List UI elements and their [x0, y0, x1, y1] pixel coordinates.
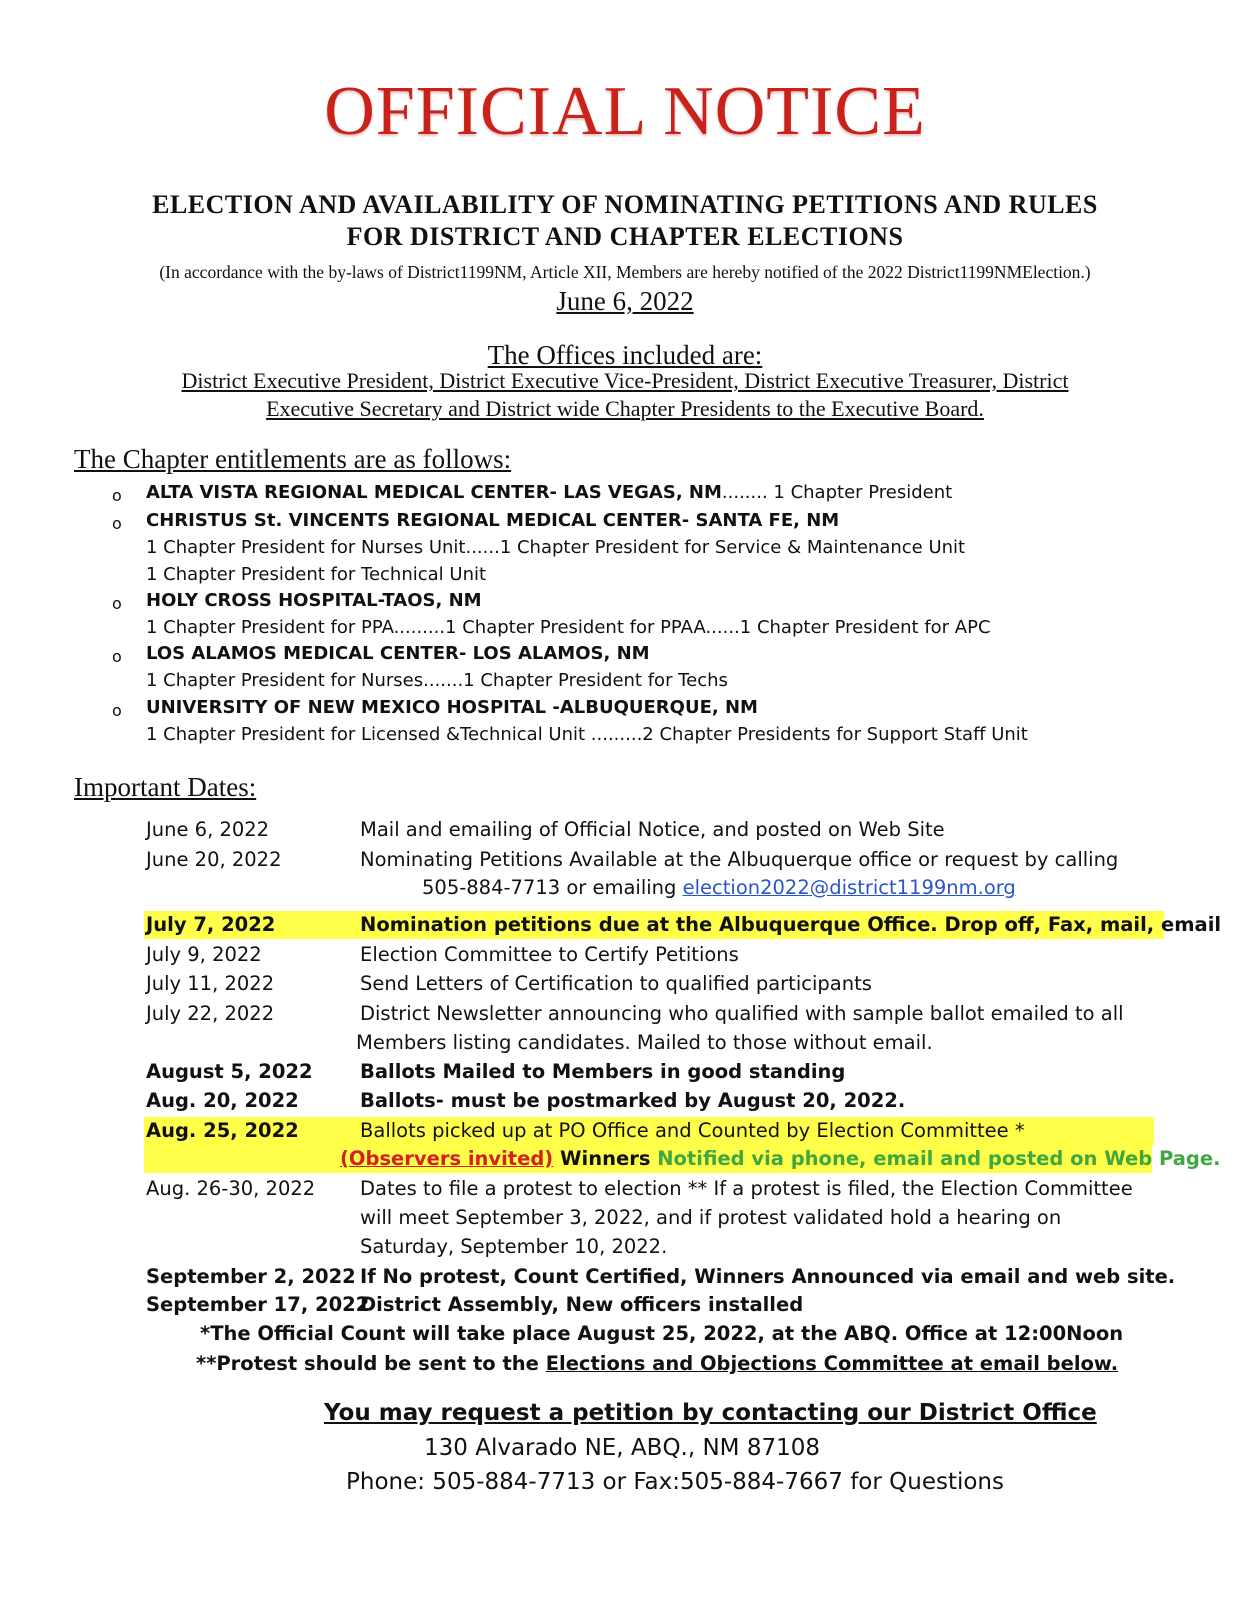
date-description: If No protest, Count Certified, Winners Announced via email and web site.: [360, 1265, 1176, 1288]
bullet: o: [112, 594, 122, 613]
office-phone: Phone: 505-884-7713 or Fax:505-884-7667 for Questions: [346, 1469, 1004, 1495]
hospital-name: HOLY CROSS HOSPITAL-TAOS, NM: [146, 590, 482, 611]
bylaws-note: (In accordance with the by-laws of District1199NM, Article XII, Members are hereby notified of the 2022 District1199NMElection.): [159, 262, 1091, 282]
date-description: District Newsletter announcing who qualified with sample ballot emailed to all: [360, 1002, 1124, 1025]
bullet: o: [112, 647, 122, 666]
election-email-link[interactable]: election2022@district1199nm.org: [682, 876, 1016, 899]
date-description: Ballots- must be postmarked by August 20, 2022.: [360, 1089, 906, 1112]
entitlement-detail: 1 Chapter President for Licensed &Technical Unit .........2 Chapter Presidents for Support Staff Unit: [146, 724, 1028, 745]
notice-date: June 6, 2022: [556, 286, 694, 316]
official-count-note: *The Official Count will take place August 25, 2022, at the ABQ. Office at 12:00Noon: [200, 1322, 1124, 1345]
date-description-continued: Members listing candidates. Mailed to those without email.: [356, 1031, 933, 1054]
entitlement-detail: 1 Chapter President for Technical Unit: [146, 564, 487, 585]
phone-text: 505-884-7713 or emailing: [422, 876, 683, 899]
winners-label: Winners: [553, 1147, 658, 1170]
bullet: o: [112, 701, 122, 720]
date-description-continued: [422, 876, 1016, 899]
date-cell: July 11, 2022: [146, 972, 275, 995]
notice-title: OFFICIAL NOTICE: [324, 73, 926, 150]
heading-line-1: ELECTION AND AVAILABILITY OF NOMINATING PETITIONS AND RULES: [152, 190, 1098, 219]
date-cell: August 5, 2022: [146, 1060, 313, 1083]
date-description: Ballots Mailed to Members in good standing: [360, 1060, 846, 1083]
date-cell: July 9, 2022: [146, 943, 262, 966]
date-description: Dates to file a protest to election ** If a protest is filed, the Election Committee: [360, 1177, 1133, 1200]
entitlement-detail: 1 Chapter President for Nurses.......1 Chapter President for Techs: [146, 670, 728, 691]
date-cell: July 7, 2022: [146, 913, 276, 936]
date-description: Election Committee to Certify Petitions: [360, 943, 739, 966]
dates-heading: Important Dates:: [74, 772, 257, 802]
protest-note: [196, 1352, 1118, 1375]
committee-email-ref: Elections and Objections Committee at email below.: [545, 1352, 1119, 1375]
hospital-name: ALTA VISTA REGIONAL MEDICAL CENTER- LAS VEGAS, NM: [146, 482, 722, 503]
date-description-continued: will meet September 3, 2022, and if protest validated hold a hearing on: [360, 1206, 1062, 1229]
date-cell: June 6, 2022: [146, 818, 270, 841]
observers-invited: (Observers invited): [340, 1147, 554, 1170]
entitlement-detail: 1 Chapter President for Nurses Unit......1 Chapter President for Service & Maintenance Unit: [146, 537, 966, 558]
date-cell: Aug. 26-30, 2022: [146, 1177, 316, 1200]
entitlement-item: [146, 482, 952, 503]
date-description: District Assembly, New officers installed: [360, 1293, 804, 1316]
date-cell: June 20, 2022: [146, 848, 282, 871]
heading-line-2: FOR DISTRICT AND CHAPTER ELECTIONS: [346, 222, 904, 251]
bullet: o: [112, 486, 122, 505]
protest-note-text: **Protest should be sent to the: [196, 1352, 546, 1375]
date-description-continued: Saturday, September 10, 2022.: [360, 1235, 668, 1258]
date-cell: July 22, 2022: [146, 1002, 275, 1025]
entitlement-detail: ........ 1 Chapter President: [721, 482, 953, 503]
date-description: Nominating Petitions Available at the Albuquerque office or request by calling: [360, 848, 1119, 871]
date-description: Nomination petitions due at the Albuquerque Office. Drop off, Fax, mail, email: [360, 913, 1222, 936]
offices-line-2: Executive Secretary and District wide Chapter Presidents to the Executive Board.: [266, 396, 984, 421]
hospital-name: UNIVERSITY OF NEW MEXICO HOSPITAL -ALBUQUERQUE, NM: [146, 697, 758, 718]
offices-line-1: District Executive President, District Executive Vice-President, District Executive Treasurer, District: [181, 368, 1069, 393]
offices-heading: The Offices included are:: [487, 340, 763, 370]
date-cell: September 2, 2022: [146, 1265, 356, 1288]
date-description: Mail and emailing of Official Notice, and posted on Web Site: [360, 818, 945, 841]
bullet: o: [112, 514, 122, 533]
entitlements-heading: The Chapter entitlements are as follows:: [74, 444, 512, 474]
date-description-continued: [340, 1147, 1221, 1170]
contact-heading: You may request a petition by contacting our District Office: [324, 1400, 1097, 1426]
date-cell: Aug. 25, 2022: [146, 1119, 299, 1142]
hospital-name: LOS ALAMOS MEDICAL CENTER- LOS ALAMOS, NM: [146, 643, 650, 664]
date-cell: Aug. 20, 2022: [146, 1089, 299, 1112]
hospital-name: CHRISTUS St. VINCENTS REGIONAL MEDICAL CENTER- SANTA FE, NM: [146, 510, 840, 531]
date-description: Send Letters of Certification to qualified participants: [360, 972, 872, 995]
date-description: Ballots picked up at PO Office and Counted by Election Committee *: [360, 1119, 1025, 1142]
entitlement-detail: 1 Chapter President for PPA.........1 Chapter President for PPAA......1 Chapter President for APC: [146, 617, 991, 638]
winners-notified: Notified via phone, email and posted on Web Page.: [657, 1147, 1221, 1170]
office-address: 130 Alvarado NE, ABQ., NM 87108: [424, 1435, 821, 1461]
date-cell: September 17, 2022: [146, 1293, 370, 1316]
